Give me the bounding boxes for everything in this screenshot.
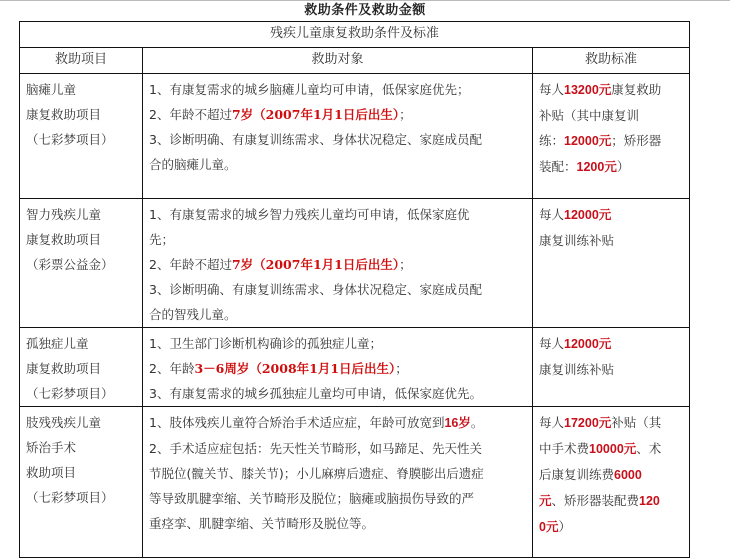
text: 。 — [470, 415, 484, 430]
target-line: 3、有康复需求的城乡孤独症儿童均可申请，低保家庭优先。 — [149, 386, 482, 401]
project-cell — [20, 74, 143, 199]
text: 中手术费 — [539, 441, 590, 456]
table-row — [20, 74, 690, 199]
target-cell — [143, 407, 533, 558]
target-line: 合的脑瘫儿童。 — [149, 157, 237, 172]
table-header-row — [20, 48, 690, 74]
standard-line — [539, 77, 683, 103]
standard-line — [539, 154, 683, 180]
table-row — [20, 328, 690, 407]
text: ； — [399, 257, 412, 272]
text: 每人 — [539, 415, 565, 430]
table-row — [20, 407, 690, 558]
project-line: 康复救助项目 — [26, 232, 102, 247]
standard-line: 康复训练补贴 — [539, 362, 615, 377]
assistance-table — [19, 21, 690, 558]
amount-highlight: 17200元 — [564, 416, 612, 430]
header-standard: 救助标准 — [533, 48, 690, 74]
text: 2、年龄不超过 — [149, 107, 232, 122]
target-line: 1、有康复需求的城乡智力残疾儿童均可申请，低保家庭优 — [149, 207, 470, 222]
text: 2、年龄不超过 — [149, 257, 232, 272]
amount-highlight: 13200元 — [564, 83, 612, 97]
project-line: 救助项目 — [26, 465, 77, 480]
project-line: 孤独症儿童 — [26, 336, 89, 351]
amount-highlight: 12000元 — [564, 337, 612, 351]
target-cell — [143, 199, 533, 328]
standard-cell — [533, 199, 690, 328]
text: ） — [558, 519, 571, 534]
project-line: 康复救助项目 — [26, 361, 102, 376]
target-line: 2、手术适应症包括：先天性关节畸形，如马蹄足、先天性关 — [149, 441, 482, 456]
text: ） — [616, 159, 630, 174]
text: 补贴（其 — [611, 415, 662, 430]
amount-highlight: 1200元 — [576, 160, 617, 174]
text: 练： — [539, 133, 565, 148]
text: 每人 — [539, 336, 565, 351]
standard-cell — [533, 328, 690, 407]
project-line: 脑瘫儿童 — [26, 82, 77, 97]
standard-line — [539, 436, 683, 462]
target-line: 1、卫生部门诊断机构确诊的孤独症儿童； — [149, 336, 382, 351]
target-line: 节脱位(髋关节、膝关节)；小儿麻痹后遗症、脊膜膨出后遗症 — [149, 466, 484, 481]
amount-highlight: 6000 — [614, 468, 642, 482]
amount-highlight: 10000元 — [589, 442, 637, 456]
text: 每人 — [539, 82, 565, 97]
target-line: 合的智残儿童。 — [149, 307, 237, 322]
target-line: 先； — [149, 232, 175, 247]
target-line — [149, 410, 528, 436]
project-line: 矫治手术 — [26, 440, 77, 455]
project-line: （七彩梦项目） — [26, 132, 114, 147]
text: 后康复训练费 — [539, 467, 615, 482]
target-line: 3、诊断明确、有康复训练需求、身体状况稳定、家庭成员配 — [149, 132, 482, 147]
standard-line — [539, 488, 683, 514]
standard-cell — [533, 407, 690, 558]
standard-cell — [533, 74, 690, 199]
text: ； — [399, 107, 412, 122]
header-target: 救助对象 — [143, 48, 533, 74]
standard-line — [539, 462, 683, 488]
project-line: （七彩梦项目） — [26, 386, 114, 401]
standard-line — [539, 514, 683, 540]
text: ；矫形器 — [611, 133, 662, 148]
standard-line — [539, 202, 683, 228]
target-cell — [143, 328, 533, 407]
project-line: 康复救助项目 — [26, 107, 102, 122]
amount-highlight: 0元 — [539, 520, 559, 534]
target-cell — [143, 74, 533, 199]
target-line — [149, 356, 528, 381]
project-line: （七彩梦项目） — [26, 490, 114, 505]
project-line: 智力残疾儿童 — [26, 207, 102, 222]
project-cell — [20, 407, 143, 558]
amount-highlight: 元 — [539, 494, 552, 508]
table-caption: 残疾儿童康复救助条件及标准 — [20, 22, 690, 48]
table-row — [20, 199, 690, 328]
age-limit-highlight: 16岁 — [444, 416, 471, 430]
text: 2、年龄 — [149, 361, 195, 376]
project-line: 肢残残疾儿童 — [26, 415, 102, 430]
text: 装配： — [539, 159, 577, 174]
text: 康复救助 — [611, 82, 662, 97]
project-cell — [20, 199, 143, 328]
target-line — [149, 102, 528, 127]
amount-highlight: 12000元 — [564, 134, 612, 148]
text: 、矫形器装配费 — [551, 493, 640, 508]
target-line — [149, 252, 528, 277]
target-line: 等导致肌腱挛缩、关节畸形及脱位；脑瘫或脑损伤导致的严 — [149, 491, 475, 506]
text: 每人 — [539, 207, 565, 222]
standard-line — [539, 410, 683, 436]
table-caption-row — [20, 22, 690, 48]
header-project: 救助项目 — [20, 48, 143, 74]
project-cell — [20, 328, 143, 407]
target-line: 1、有康复需求的城乡脑瘫儿童均可申请，低保家庭优先； — [149, 82, 470, 97]
text: ； — [395, 361, 408, 376]
standard-line: 康复训练补贴 — [539, 233, 615, 248]
target-line: 重痉挛、肌腱挛缩、关节畸形及脱位等。 — [149, 516, 375, 531]
project-line: （彩票公益金） — [26, 257, 114, 272]
age-limit-highlight: 7岁（2007年1月1日后出生） — [231, 107, 400, 122]
amount-highlight: 120 — [639, 494, 660, 508]
target-line: 3、诊断明确、有康复训练需求、身体状况稳定、家庭成员配 — [149, 282, 482, 297]
text: 1、肢体残疾儿童符合矫治手术适应症，年龄可放宽到 — [149, 415, 445, 430]
age-limit-highlight: 3－6周岁（2008年1月1日后出生） — [194, 361, 396, 376]
amount-highlight: 12000元 — [564, 208, 612, 222]
standard-line — [539, 331, 683, 357]
standard-line: 补贴（其中康复训 — [539, 108, 640, 123]
text: 、术 — [636, 441, 662, 456]
page-title: 救助条件及救助金额 — [304, 3, 426, 18]
standard-line — [539, 128, 683, 154]
age-limit-highlight: 7岁（2007年1月1日后出生） — [231, 257, 400, 272]
